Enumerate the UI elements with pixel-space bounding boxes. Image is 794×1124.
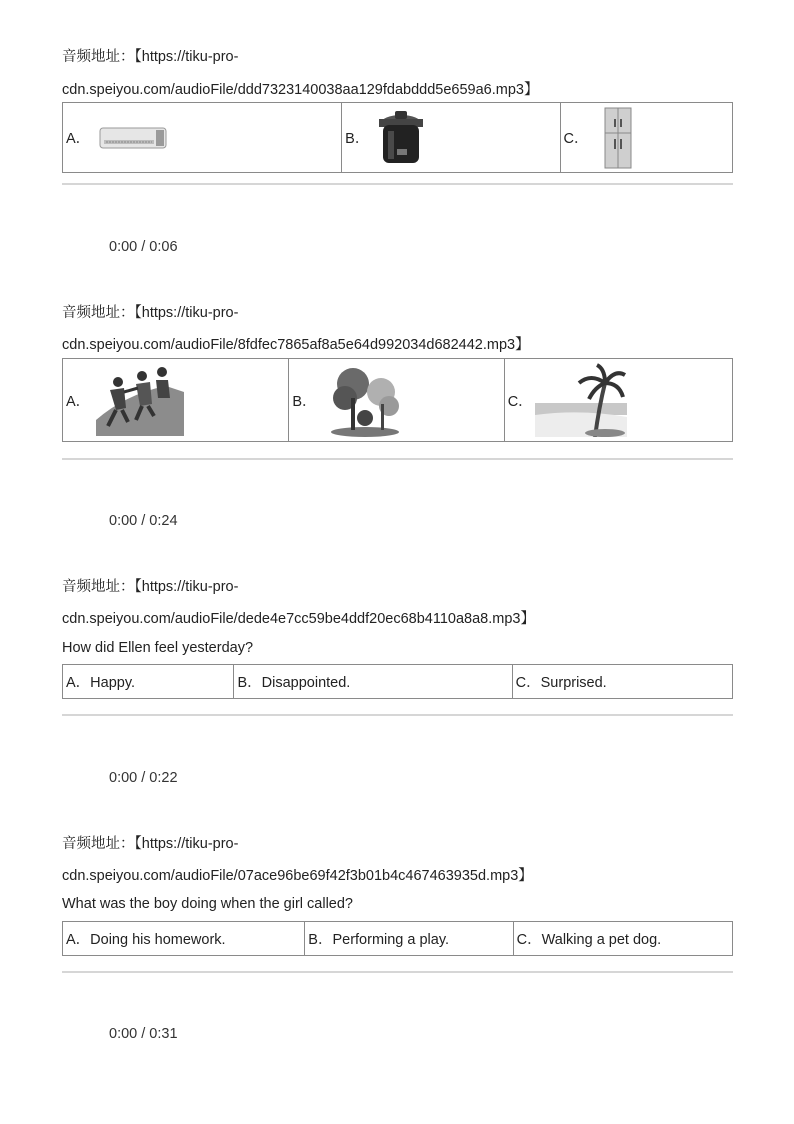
question-text: How did Ellen feel yesterday?: [62, 640, 254, 656]
divider: [62, 458, 733, 460]
option-label: C．: [507, 393, 533, 410]
option-label: A．Happy.: [66, 675, 136, 691]
trees-forest-icon: [329, 362, 403, 438]
option-label: C．Walking a pet dog.: [516, 932, 662, 948]
audio-address-label: 音频地址：【https://tiku-pro-: [62, 836, 239, 852]
option-b[interactable]: [342, 103, 560, 172]
option-a[interactable]: [63, 359, 289, 441]
option-a[interactable]: [63, 103, 342, 172]
options-table: [62, 358, 733, 442]
palm-beach-icon: [535, 363, 627, 437]
question-text: What was the boy doing when the girl called?: [62, 896, 353, 912]
audio-url[interactable]: cdn.speiyou.com/audioFile/8fdfec7865af8a5e64d992034d682442.mp3】: [62, 337, 530, 353]
option-b[interactable]: [289, 359, 504, 441]
options-table: [62, 102, 733, 173]
option-label: B．: [345, 131, 370, 147]
option-label: B．Performing a play.: [308, 932, 450, 948]
audio-time: 0:00 / 0:31: [109, 1026, 178, 1042]
option-label: A．Doing his homework.: [66, 932, 226, 948]
option-a[interactable]: [63, 665, 234, 698]
audio-time: 0:00 / 0:22: [109, 770, 178, 786]
option-b[interactable]: [305, 922, 513, 955]
audio-url[interactable]: cdn.speiyou.com/audioFile/dede4e7cc59be4ddf20ec68b4110a8a8.mp3】: [62, 611, 535, 627]
audio-address-label: 音频地址：【https://tiku-pro-: [62, 579, 239, 595]
option-label: B．: [292, 393, 317, 410]
divider: [62, 971, 733, 973]
audio-time: 0:00 / 0:24: [109, 513, 178, 529]
option-label: C．: [563, 131, 589, 147]
audio-url[interactable]: cdn.speiyou.com/audioFile/ddd7323140038aa129fdabddd5e659a6.mp3】: [62, 82, 539, 98]
options-table: [62, 664, 733, 699]
audio-time: 0:00 / 0:06: [109, 239, 178, 255]
options-table: [62, 921, 733, 956]
option-label: C．Surprised.: [515, 675, 607, 691]
audio-url[interactable]: cdn.speiyou.com/audioFile/07ace96be69f42f3b01b4c467463935d.mp3】: [62, 868, 533, 884]
pressure-cooker-icon: [375, 109, 427, 167]
option-label: A．: [66, 131, 91, 147]
divider: [62, 714, 733, 716]
option-c[interactable]: [513, 665, 732, 698]
option-b[interactable]: [234, 665, 512, 698]
refrigerator-icon: [603, 107, 633, 169]
divider: [62, 183, 733, 185]
audio-address-label: 音频地址：【https://tiku-pro-: [62, 305, 239, 321]
air-conditioner-icon: [98, 125, 170, 151]
audio-address-label: 音频地址：【https://tiku-pro-: [62, 49, 239, 65]
option-c[interactable]: [561, 103, 732, 172]
hikers-climbing-icon: [96, 364, 184, 436]
option-label: B．Disappointed.: [237, 675, 351, 691]
option-a[interactable]: [63, 922, 305, 955]
option-c[interactable]: [514, 922, 732, 955]
option-label: A．: [66, 393, 91, 410]
option-c[interactable]: [505, 359, 732, 441]
